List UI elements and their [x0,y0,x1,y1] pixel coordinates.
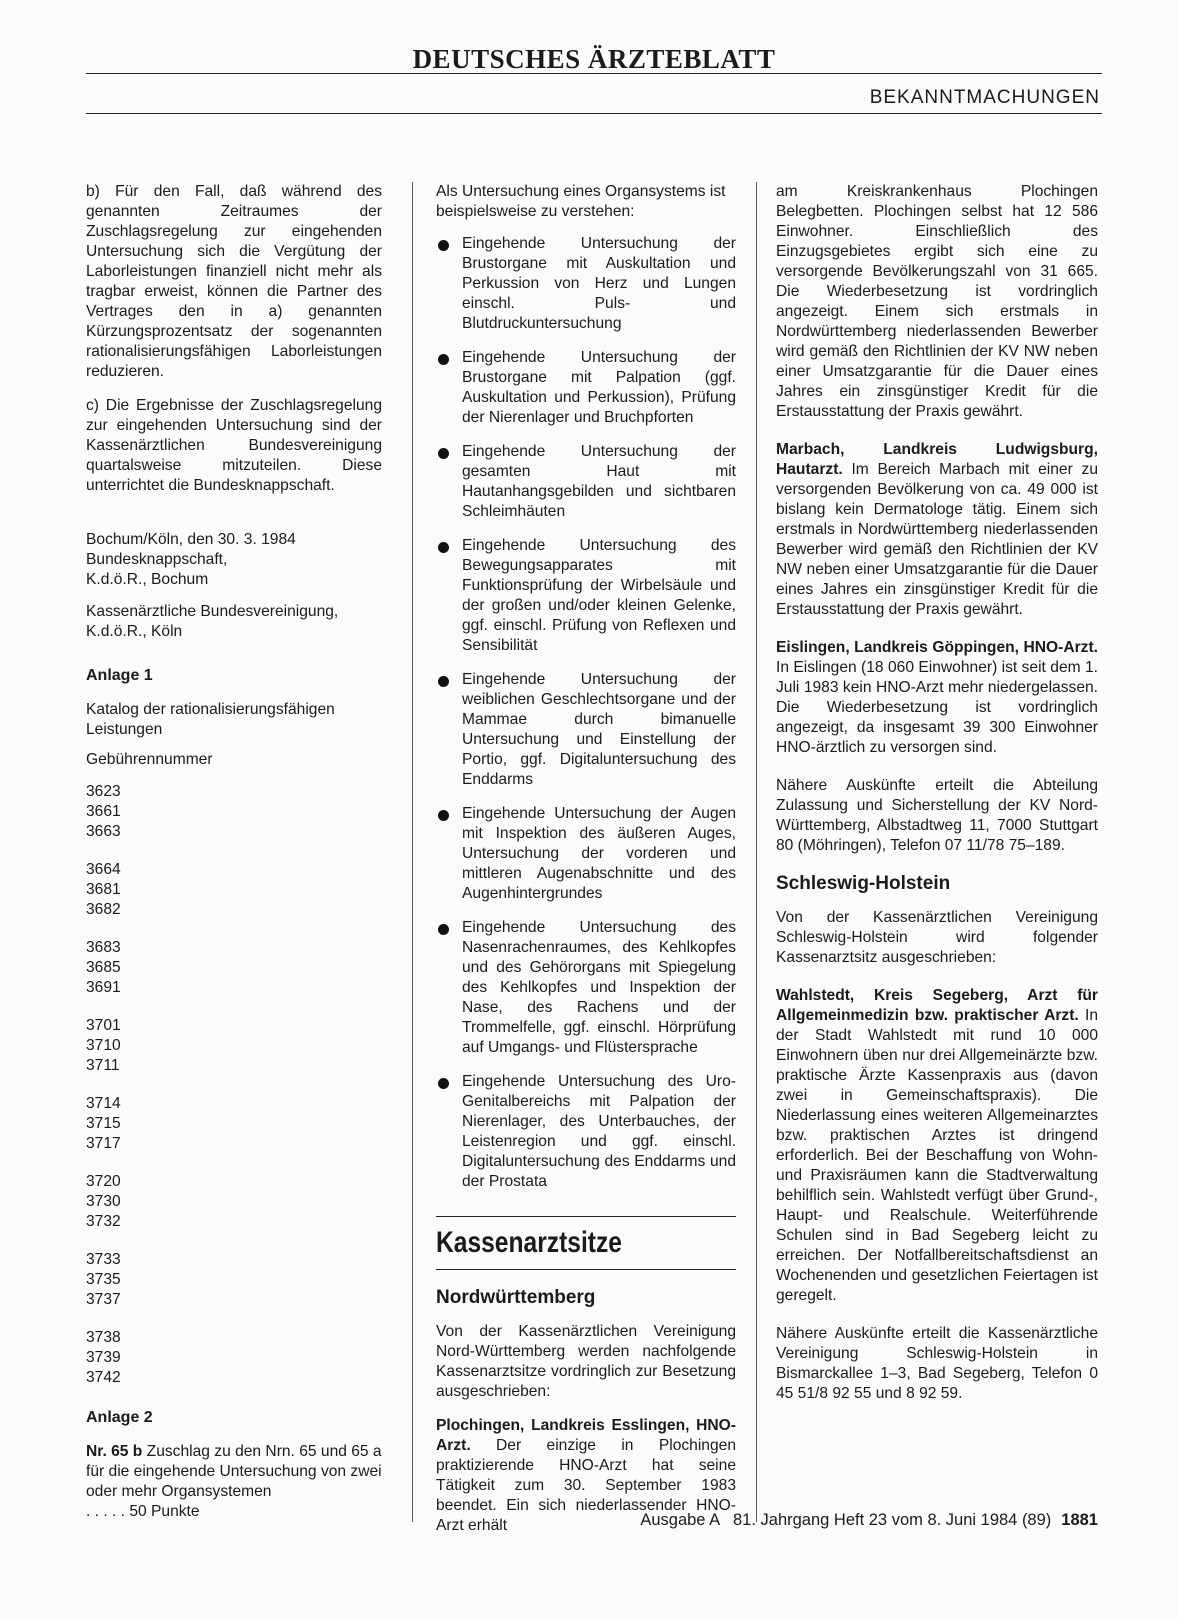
region-heading-schleswig-holstein: Schleswig-Holstein [776,873,951,894]
listing-text: Im Bereich Marbach mit einer zu versorgenden Bevölkerung von ca. 49 000 ist bislang kein Dermatologe tätig. Einem sich erstmals in Nordwürttemberg niederlassenden Bewerber wird gemäß den Richtlinien der KV NW neben einer Umsatzgarantie für die Dauer eines Jahres ein zinsgünstiger Kredit für die Erstausstattung der Praxis gewährt. [776,461,1098,618]
header-rule-top [86,73,1102,74]
gebuehren-label: Gebührennummer [86,751,213,768]
section-rule-bottom [436,1269,736,1270]
signature-line: Bochum/Köln, den 30. 3. 1984 [86,531,296,548]
page-footer [640,1511,1098,1530]
list-item: Eingehende Untersuchung der Brustorgane mit Auskultation und Perkussion von Herz und Lungen einschl. Puls- und Blutdruckuntersuchung [436,234,736,334]
fee-number: 3683 [86,939,121,956]
column-divider-1 [412,182,413,1522]
list-item: Eingehende Untersuchung der gesamten Haut mit Hautanhangsgebilden und sichtbaren Schleimhäuten [436,442,736,522]
region-intro: Von der Kassenärztlichen Vereinigung Schleswig-Holstein wird folgender Kassenarztsitz ausgeschrieben: [776,909,1098,966]
list-item: Eingehende Untersuchung des Bewegungsapparates mit Funktionsprüfung der Wirbelsäule und der großen und/oder kleinen Gelenke, ggf. einschl. Prüfung von Reflexen und Sensibilität [436,536,736,656]
fee-number-group [86,1328,382,1388]
fee-number: 3742 [86,1369,121,1386]
paragraph-c: c) Die Ergebnisse der Zuschlagsregelung zur eingehenden Untersuchung sind der Kassenärztlichen Bundesvereinigung quartalsweise mitzuteilen. Diese unterrichtet die Bundesknappschaft. [86,397,382,494]
fee-number: 3685 [86,959,121,976]
bullet-icon [438,354,449,365]
fee-number: 3720 [86,1173,121,1190]
region-intro: Von der Kassenärztlichen Vereinigung Nord-Württemberg werden nachfolgende Kassenarztsitze vordringlich zur Besetzung ausgeschrieben: [436,1323,736,1400]
signature-block-2 [86,602,382,642]
signature-line: Bundesknappschaft, [86,551,228,568]
bullet-icon [438,542,449,553]
fee-number-list [86,782,382,1388]
listing-text: Der einzige in Plochingen praktizierende HNO-Arzt hat seine Tätigkeit zum 30. September 1983 beendet. Ein sich niederlassender HNO-Arzt erhält [436,1437,736,1534]
signature-line: K.d.ö.R., Köln [86,623,183,640]
listing-text: In Eislingen (18 060 Einwohner) ist seit dem 1. Juli 1983 kein HNO-Arzt mehr niedergelassen. Die Wiederbesetzung ist vordringlich angezeigt, da insgesamt 39 300 Einwohner HNO-ärztlich zu versorgen sind. [776,659,1098,756]
anlage-1-title: Anlage 1 [86,667,153,684]
list-item: Eingehende Untersuchung der Augen mit Inspektion des äußeren Auges, Untersuchung der vorderen und mittleren Augenabschnitte und des Augenhintergrundes [436,804,736,904]
list-item: Eingehende Untersuchung der Brustorgane mit Palpation (ggf. Auskultation und Perkussion), Prüfung der Nierenlager und Bruchpforten [436,348,736,428]
bullet-icon [438,448,449,459]
listing-wahlstedt [776,986,1098,1306]
bullet-icon [438,924,449,935]
section-rule-top [436,1216,736,1217]
fee-number-group [86,1094,382,1154]
issue-info: Ausgabe A 81. Jahrgang Heft 23 vom 8. Juni 1984 (89) [640,1511,1052,1529]
column-1 [86,182,382,1522]
fee-number: 3691 [86,979,121,996]
paragraph-b: b) Für den Fall, daß während des genannten Zeitraumes der Zuschlagsregelung zur eingehenden Untersuchung sich die Vergütung der Laborleistungen finanziell nicht mehr als tragbar erweist, können die Partner des Vertrages den in a) genannten Kürzungsprozentsatz der sogenannten rationalisierungsfähigen Laborleistungen reduzieren. [86,183,382,380]
anlage-1-text: Katalog der rationalisierungsfähigen Leistungen [86,701,335,738]
region-heading-nordwuerttemberg: Nordwürttemberg [436,1287,596,1308]
signature-line: K.d.ö.R., Bochum [86,571,209,588]
fee-number: 3717 [86,1135,121,1152]
fee-number: 3730 [86,1193,121,1210]
fee-number-group [86,782,382,842]
fee-number: 3710 [86,1037,121,1054]
page-number: 1881 [1061,1511,1098,1529]
listing-text: In der Stadt Wahlstedt mit rund 10 000 Einwohnern üben nur drei Allgemeinärzte bzw. praktische Ärzte Kassenpraxis aus (davon zwei in Gemeinschaftspraxis). Die Niederlassung eines weiteren Allgemeinarztes bzw. praktischen Arztes ist dringend erforderlich. Bei der Beschaffung von Wohn- und Praxisräumen kann die Stadtverwaltung behilflich sein. Wahlstedt verfügt über Grund-, Haupt- und Realschule. Weiterführende Schulen sind in Bad Segeberg leicht zu erreichen. Der Notfallbereitschaftsdienst an Wochenenden und gesetzlichen Feiertagen ist geregelt. [776,1007,1099,1304]
signature-block-1 [86,530,382,590]
signature-line: Kassenärztliche Bundesvereinigung, [86,603,339,620]
list-item: Eingehende Untersuchung der weiblichen Geschlechtsorgane und der Mammae durch bimanuelle Untersuchung und Einstellung der Portio, ggf. Digitaluntersuchung des Enddarms [436,670,736,790]
fee-number: 3714 [86,1095,121,1112]
column-2 [436,182,736,1536]
fee-number: 3711 [86,1057,120,1074]
header-rule-bottom [86,113,1102,114]
fee-number-group [86,1250,382,1310]
section-heading: Kassenarztsitze [436,1226,622,1259]
fee-number: 3735 [86,1271,121,1288]
fee-number: 3701 [86,1017,121,1034]
bullet-icon [438,676,449,687]
fee-number: 3715 [86,1115,121,1132]
column-divider-2 [756,182,757,1522]
bullet-icon [438,240,449,251]
fee-number-group [86,1016,382,1076]
anlage-2-description: Zuschlag zu den Nrn. 65 und 65 a für die eingehende Untersuchung von zwei oder mehr Organsystemen [86,1443,382,1500]
organ-system-intro: Als Untersuchung eines Organsystems ist beispielsweise zu verstehen: [436,183,726,220]
anlage-2-number: Nr. 65 b [86,1443,143,1460]
fee-number: 3681 [86,881,121,898]
column-3 [776,182,1098,1404]
anlage-2-points: . . . . . 50 Punkte [86,1503,200,1520]
fee-number: 3737 [86,1291,121,1308]
fee-number-group [86,1172,382,1232]
contact-info-nordwuerttemberg: Nähere Auskünfte erteilt die Abteilung Zulassung und Sicherstellung der KV Nord-Württemberg, Albstadtweg 11, 7000 Stuttgart 80 (Möhringen), Telefon 07 11/78 75–189. [776,777,1098,854]
listing-title: Wahlstedt, Kreis Segeberg, Arzt für Allgemeinmedizin bzw. praktischer Arzt. [776,987,1098,1024]
list-item: Eingehende Untersuchung des Nasenrachenraumes, des Kehlkopfes und des Gehörorgans mit Spiegelung des Kehlkopfes und Inspektion der Nase, des Rachens und der Trommelfelle, ggf. einschl. Hörprüfung auf Umgangs- und Flüstersprache [436,918,736,1058]
section-label: BEKANNTMACHUNGEN [869,87,1100,108]
fee-number-group [86,938,382,998]
anlage-2-text [86,1442,382,1502]
listing-marbach [776,440,1098,620]
organ-system-list [436,234,736,1192]
fee-number: 3623 [86,783,121,800]
fee-number: 3664 [86,861,121,878]
fee-number: 3663 [86,823,121,840]
listing-title: Eislingen, Landkreis Göppingen, HNO-Arzt. [776,639,1098,656]
listing-eislingen [776,638,1098,758]
bullet-icon [438,1078,449,1089]
listing-plochingen-continued: am Kreiskrankenhaus Plochingen Belegbetten. Plochingen selbst hat 12 586 Einwohner. Einschließlich des Einzugsgebietes ergibt sich eine zu versorgende Bevölkerungszahl von 31 665. Die Wiederbesetzung ist vordringlich angezeigt. Einem sich erstmals in Nordwürttemberg niederlassenden Bewerber wird gemäß den Richtlinien der KV NW neben einer Umsatzgarantie für die Dauer eines Jahres ein zinsgünstiger Kredit für die Erstausstattung der Praxis gewährt. [776,183,1098,420]
fee-number: 3682 [86,901,121,918]
contact-info-schleswig-holstein: Nähere Auskünfte erteilt die Kassenärztliche Vereinigung Schleswig-Holstein in Bismarckallee 1–3, Bad Segeberg, Telefon 0 45 51/8 92 55 und 8 92 59. [776,1325,1098,1402]
list-item: Eingehende Untersuchung des Uro-Genitalbereichs mit Palpation der Nierenlager, des Unterbauches, der Leistenregion und ggf. einschl. Digitaluntersuchung des Enddarms und der Prostata [436,1072,736,1192]
fee-number: 3739 [86,1349,121,1366]
fee-number: 3733 [86,1251,121,1268]
fee-number: 3738 [86,1329,121,1346]
fee-number: 3661 [86,803,121,820]
listing-title: Plochingen, Landkreis Esslingen, HNO-Arzt. [436,1417,736,1454]
fee-number-group [86,860,382,920]
fee-number: 3732 [86,1213,121,1230]
journal-title: DEUTSCHES ÄRZTEBLATT [412,44,776,74]
listing-title: Marbach, Landkreis Ludwigsburg, Hautarzt. [776,441,1098,478]
anlage-2-title: Anlage 2 [86,1409,153,1426]
bullet-icon [438,810,449,821]
